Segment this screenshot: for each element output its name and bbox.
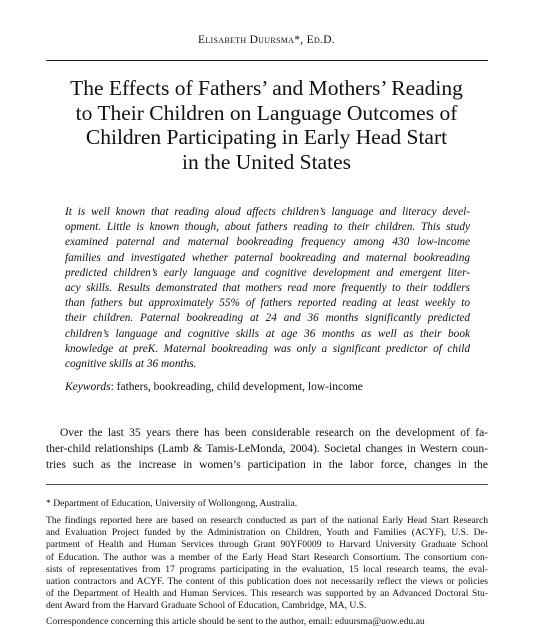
title-line: Children Participating in Early Head Start (85, 125, 448, 149)
title-line: The Effects of Fathers’ and Mothers’ Reading (70, 76, 463, 100)
footnote-line: dent Award from the Harvard Graduate School of Education, Cambridge, MA, U.S. (46, 600, 367, 612)
body-paragraph (46, 425, 488, 473)
footnote-line: The findings reported here are based on research conducted as part of the national Early Head Start Research (46, 515, 488, 526)
footnote-affiliation: * Department of Education, University of Wollongong, Australia. (46, 498, 298, 509)
abstract-line: It is well known that reading aloud affects children’s language and literacy devel- (65, 206, 470, 218)
footnote-funding (46, 515, 488, 613)
title-line: in the United States (182, 149, 351, 174)
keywords (65, 381, 470, 393)
abstract-line: knowledge at preK. Maternal bookreading was only a significant predictor of child (65, 342, 470, 355)
abstract-line: predicted children’s early language and cognitive development and emergent liter- (65, 266, 470, 279)
abstract-line: cognitive skills at 36 months. (65, 358, 197, 371)
footnote-line: uation contractors and ACYF. The content of this publication does not necessarily reflect the views or policies (46, 576, 488, 588)
abstract (65, 205, 470, 372)
abstract-line: families and investigated whether paternal bookreading and maternal bookreading (65, 251, 470, 264)
abstract-line: children’s language and cognitive skills at age 36 months as well as their book (65, 327, 470, 340)
footnote-line: sists of representatives from 17 programs participating in the evaluation, 15 local research teams, the eval- (46, 563, 488, 575)
keywords-label: Keywords (65, 381, 111, 393)
keywords-text: : fathers, bookreading, child development, low-income (110, 381, 363, 393)
running-head: Elisabeth Duursma*, Ed.D. (198, 34, 335, 46)
footnote-line: and Evaluation Project funded by the Administration on Children, Youth and Families (ACYF), U.S. De- (46, 527, 488, 539)
title-line: to Their Children on Language Outcomes of (75, 100, 458, 125)
footnote-correspondence: Correspondence concerning this article should be sent to the author, email: eduursma@uow.edu.au (46, 616, 425, 627)
header-rule (46, 60, 488, 61)
body-line: ther-child relationships (Lamb & Tamis-LeMonda, 2004). Societal changes in Western coun- (46, 443, 488, 455)
abstract-line: their children. Paternal bookreading at 24 and 36 months significantly predicted (65, 312, 470, 325)
footnote-line: of Education. The author was a member of the Early Head Start Research Consortium. The consortium con- (46, 551, 488, 563)
footnote-line: partment of Health and Human Services through Grant 90YF0009 to Harvard University Graduate School (46, 539, 488, 551)
article-title (40, 76, 493, 174)
abstract-line: acy skills. Results demonstrated that mothers read more frequently to their toddlers (65, 282, 470, 295)
abstract-line: than fathers but approximately 55% of fathers reported reading at least weekly to (65, 297, 470, 310)
body-line: tries such as the increase in women’s participation in the labor force, changes in the (46, 459, 488, 471)
footnote-rule (46, 484, 488, 485)
abstract-line: opment. Little is known though, about fathers reading to their children. This study (65, 221, 470, 234)
abstract-line: examined paternal and maternal bookreading frequency among 430 low-income (65, 236, 470, 249)
footnote-line: of the Department of Health and Human Services. This research was supported by an Advanced Doctoral Stu- (46, 588, 488, 600)
body-line: Over the last 35 years there has been considerable research on the development of fa- (60, 427, 488, 439)
